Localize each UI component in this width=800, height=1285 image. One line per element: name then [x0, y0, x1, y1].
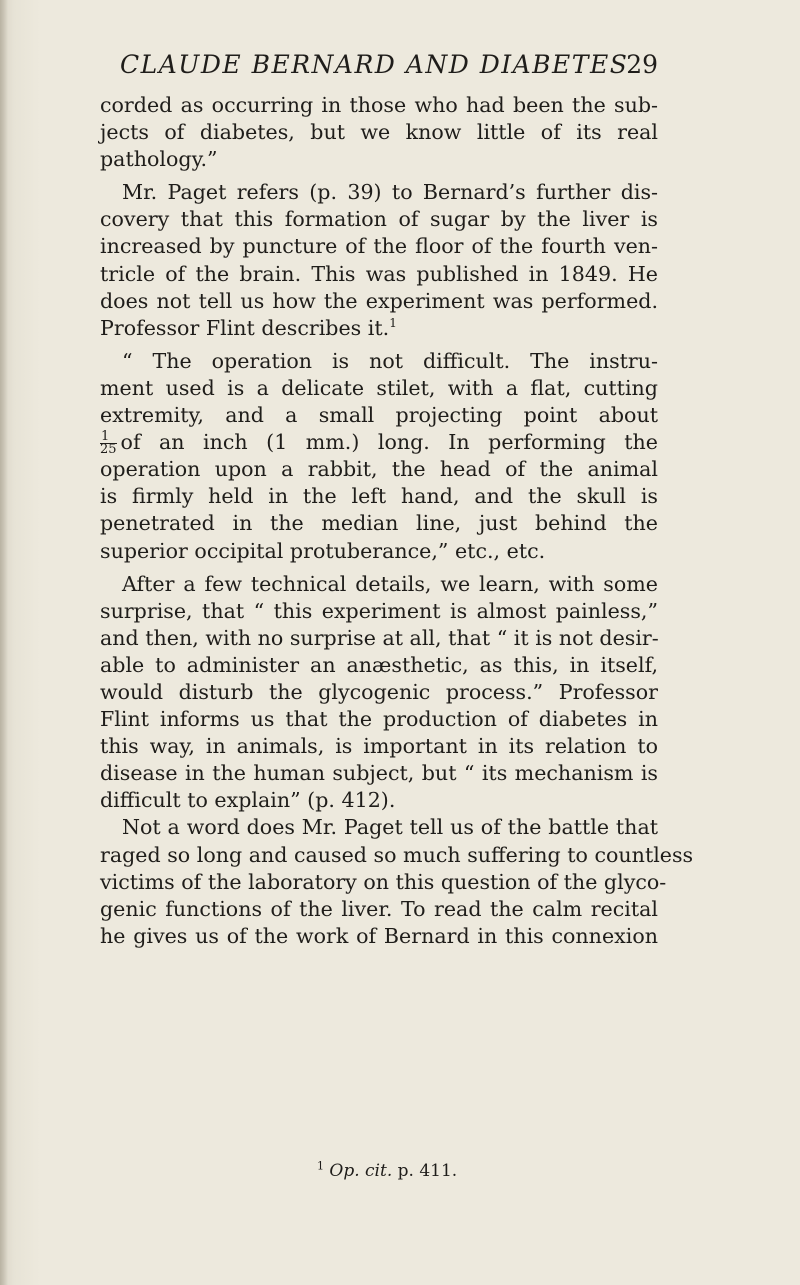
- text-line: operation upon a rabbit, the head of the animal: [100, 457, 658, 482]
- text-line: extremity, and a small projecting point about: [100, 403, 658, 428]
- body-text: [100, 92, 694, 950]
- paragraph-4: [100, 571, 658, 815]
- text-line-content: Professor Flint describes it.: [100, 315, 390, 340]
- text-line: pathology.”: [100, 147, 218, 172]
- paragraph-3-quotation: [100, 348, 658, 565]
- footnote: [317, 1161, 457, 1181]
- text-line: would disturb the glycogenic process.” Professor: [100, 679, 658, 704]
- paragraph-5: [100, 814, 694, 949]
- text-line: ment used is a delicate stilet, with a flat, cutting: [100, 375, 658, 400]
- footnote-page: p. 411.: [392, 1161, 458, 1181]
- page-header: [100, 50, 658, 90]
- paragraph-2: [100, 179, 658, 342]
- text-line: disease in the human subject, but “ its mechanism is: [100, 761, 658, 786]
- text-line: and then, with no surprise at all, that “ it is not desir-: [100, 625, 659, 650]
- text-line: [100, 315, 658, 342]
- running-head: CLAUDE BERNARD AND DIABETES: [120, 50, 629, 79]
- footnote-marker: 1: [317, 1159, 324, 1173]
- text-line: [100, 429, 658, 456]
- page-number: 29: [626, 50, 658, 79]
- paragraph-1: [100, 92, 658, 173]
- footnote-reference: 1: [389, 315, 397, 330]
- text-line: able to administer an anæsthetic, as this, in itself,: [100, 652, 658, 677]
- text-line: surprise, that “ this experiment is almost painless,”: [100, 598, 658, 623]
- text-line: Not a word does Mr. Paget tell us of the battle that: [122, 815, 658, 840]
- text-line: does not tell us how the experiment was performed.: [100, 288, 658, 313]
- text-line: Flint informs us that the production of diabetes in: [100, 707, 658, 732]
- fraction-one-twentyfifth: $\frac{1}{25}$: [100, 429, 117, 458]
- text-line: penetrated in the median line, just behind the: [100, 511, 658, 536]
- text-line: After a few technical details, we learn, with some: [122, 571, 658, 596]
- text-line: tricle of the brain. This was published in 1849. He: [100, 261, 658, 286]
- text-line: genic functions of the liver. To read the calm recital: [100, 896, 658, 921]
- text-line: Mr. Paget refers (p. 39) to Bernard’s further dis-: [122, 180, 658, 205]
- text-line-content: of an inch (1 mm.) long. In performing the: [120, 430, 658, 455]
- text-line: he gives us of the work of Bernard in this connexion: [100, 923, 658, 948]
- text-line: superior occipital protuberance,” etc., etc.: [100, 538, 546, 563]
- text-line: victims of the laboratory on this question of the glyco-: [100, 869, 667, 894]
- text-line: is firmly held in the left hand, and the skull is: [100, 484, 658, 509]
- text-line: increased by puncture of the floor of the fourth ven-: [100, 234, 658, 259]
- footnote-citation: Op. cit.: [329, 1161, 393, 1181]
- text-line: “ The operation is not difficult. The instru-: [122, 348, 658, 373]
- text-line: raged so long and caused so much suffering to countless: [100, 842, 694, 867]
- text-line: covery that this formation of sugar by the liver is: [100, 207, 658, 232]
- page-gutter-shadow: [0, 0, 8, 1285]
- text-line: this way, in animals, is important in its relation to: [100, 734, 658, 759]
- text-line: jects of diabetes, but we know little of its real: [100, 120, 658, 145]
- text-line: difficult to explain” (p. 412).: [100, 788, 396, 813]
- text-line: corded as occurring in those who had been the sub-: [100, 93, 658, 117]
